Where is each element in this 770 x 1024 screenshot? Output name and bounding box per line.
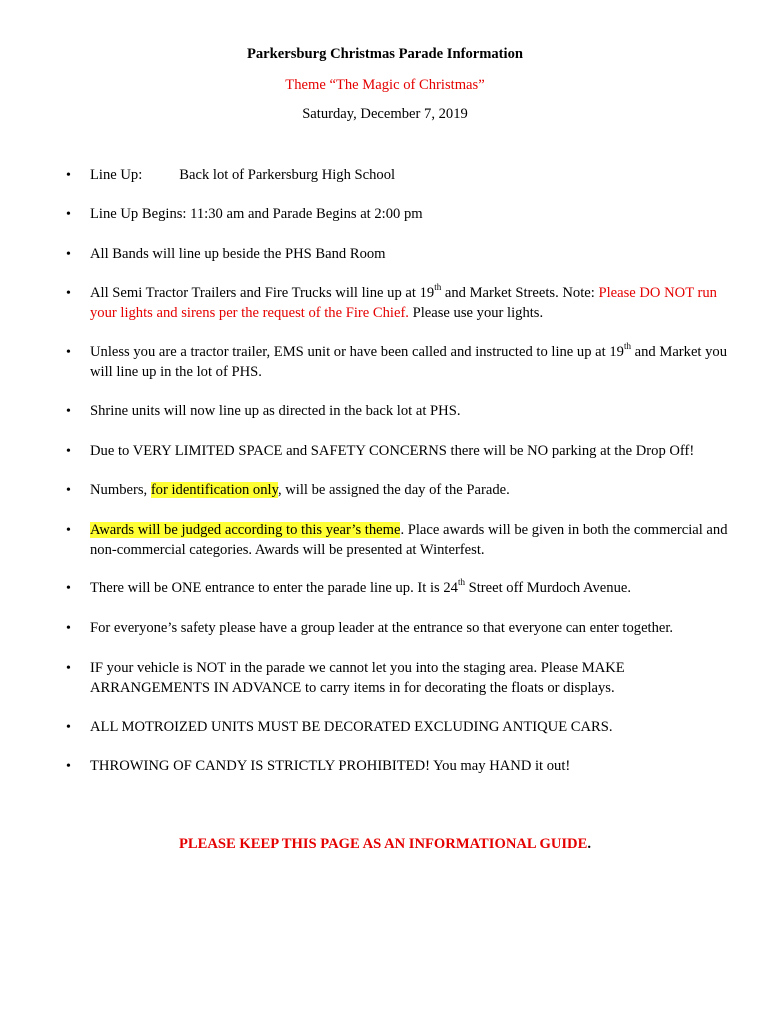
- list-item-awards: [66, 521, 735, 560]
- bullet-icon: •: [66, 621, 71, 636]
- informational-guide-note: [0, 836, 770, 853]
- bullet-icon: •: [66, 759, 71, 774]
- bullet-icon: •: [66, 247, 71, 262]
- list-item-line-up: [66, 166, 735, 186]
- fire-chief-warning: Please DO NOT run your lights and sirens per the request of the Fire Chief.: [90, 285, 717, 321]
- list-item-semi-trucks: [66, 282, 735, 323]
- list-item-no-parking: [66, 442, 735, 462]
- footer-period: .: [587, 836, 591, 852]
- list-item-text: Shrine units will now line up as directed in the back lot at PHS.: [90, 403, 461, 419]
- line-up-label: Line Up:: [90, 167, 143, 183]
- list-item-entrance: [66, 577, 735, 599]
- document-title: Parkersburg Christmas Parade Information: [246, 46, 524, 62]
- bullet-icon: •: [66, 207, 71, 222]
- list-item-text: Due to VERY LIMITED SPACE and SAFETY CONCERNS there will be NO parking at the Drop Off!: [90, 443, 695, 459]
- list-item-numbers: [66, 481, 735, 501]
- list-item-lot-of-phs: [66, 341, 735, 382]
- list-item-text: Please use your lights.: [408, 304, 544, 321]
- ordinal-suffix: th: [623, 341, 631, 352]
- list-item-text: Line Up Begins: 11:30 am and Parade Begins at 2:00 pm: [90, 206, 423, 222]
- list-item-text: and Market you will line up in the lot of PHS.: [90, 344, 728, 380]
- list-item-text: All Bands will line up beside the PHS Band Room: [90, 246, 386, 262]
- parade-date: Saturday, December 7, 2019: [302, 106, 468, 122]
- list-item-text: ALL MOTROIZED UNITS MUST BE DECORATED EXCLUDING ANTIQUE CARS.: [90, 719, 613, 735]
- bullet-icon: •: [66, 404, 71, 419]
- highlighted-text: Awards will be judged according to this year’s theme: [90, 522, 401, 538]
- bullet-icon: •: [66, 523, 71, 538]
- bullet-icon: •: [66, 661, 71, 676]
- list-item-text: , will be assigned the day of the Parade.: [277, 482, 510, 498]
- list-item-bands: [66, 245, 735, 265]
- list-item-text: All Semi Tractor Trailers and Fire Trucks will line up at 19: [90, 285, 435, 301]
- list-item-text: For everyone’s safety please have a group leader at the entrance so that everyone can enter together.: [90, 620, 674, 636]
- list-item-text: Unless you are a tractor trailer, EMS unit or have been called and instructed to line up at 19: [90, 344, 624, 360]
- bullet-icon: •: [66, 168, 71, 183]
- bullet-icon: •: [66, 483, 71, 498]
- list-item-text: . Place awards will be given in both the commercial and non-commercial categories. Awards will be presented at Winterfest.: [90, 522, 728, 558]
- list-item-text: Numbers,: [90, 482, 151, 498]
- bullet-icon: •: [66, 720, 71, 735]
- list-item-text: There will be ONE entrance to enter the parade line up. It is 24: [90, 580, 458, 596]
- bullet-icon: •: [66, 345, 71, 360]
- list-item-line-up-times: [66, 205, 735, 225]
- parade-theme: Theme “The Magic of Christmas”: [285, 77, 485, 93]
- bullet-icon: •: [66, 286, 71, 301]
- highlighted-text: for identification only: [150, 482, 278, 498]
- footer-note-text: PLEASE KEEP THIS PAGE AS AN INFORMATIONAL GUIDE: [179, 836, 588, 852]
- list-item-decorated-units: [66, 718, 735, 738]
- list-item-group-leader: [66, 619, 735, 639]
- list-item-text: IF your vehicle is NOT in the parade we cannot let you into the staging area. Please MAKE ARRANGEMENTS IN ADVANCE to carry items in for decorating the floats or displays.: [90, 660, 625, 696]
- list-item-text: Street off Murdoch Avenue.: [464, 580, 632, 596]
- list-item-text: and Market Streets. Note:: [441, 285, 599, 301]
- bullet-icon: •: [66, 581, 71, 596]
- ordinal-suffix: th: [457, 577, 465, 588]
- line-up-location: Back lot of Parkersburg High School: [179, 167, 396, 183]
- list-item-text: THROWING OF CANDY IS STRICTLY PROHIBITED! You may HAND it out!: [90, 758, 571, 774]
- list-item-shrine-units: [66, 402, 735, 422]
- list-item-staging-area: [66, 659, 735, 698]
- ordinal-suffix: th: [434, 282, 442, 293]
- list-item-candy: [66, 757, 735, 777]
- bullet-icon: •: [66, 444, 71, 459]
